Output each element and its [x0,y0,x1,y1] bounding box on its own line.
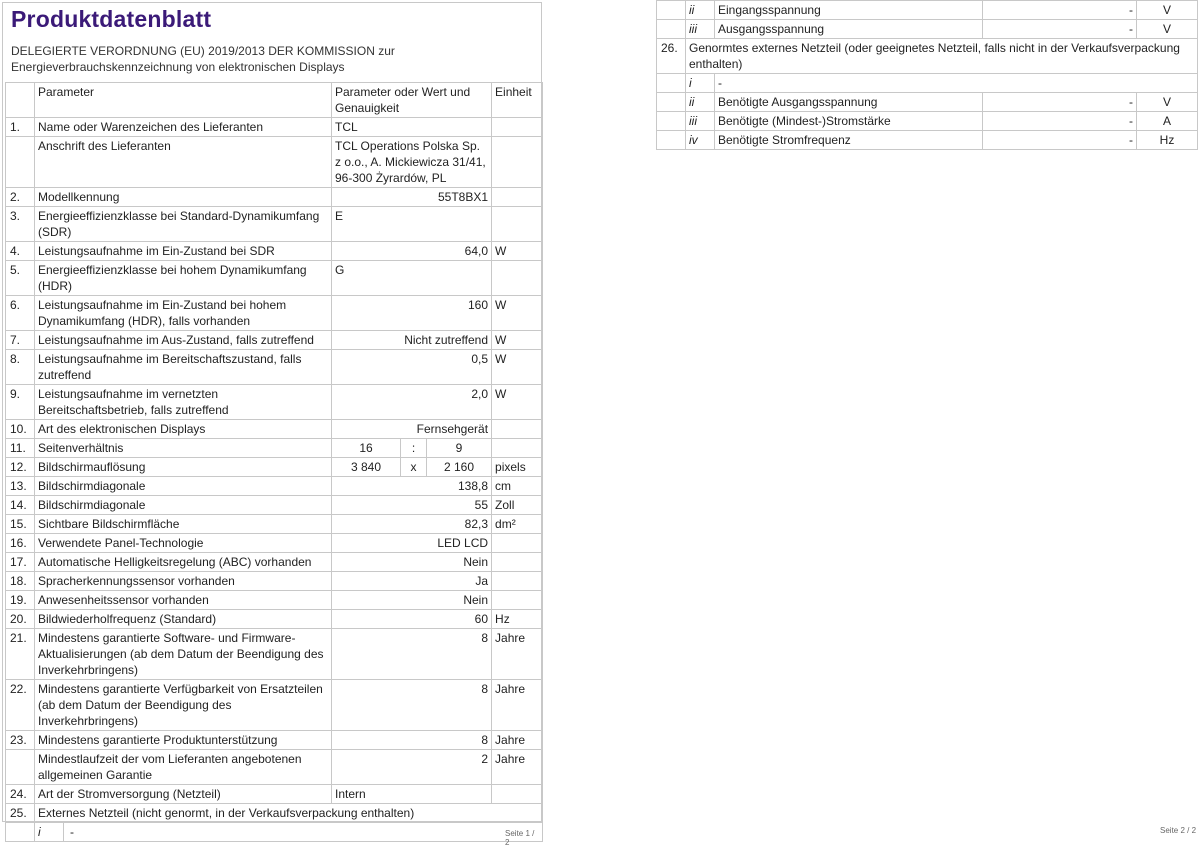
row-number: 11. [6,439,35,458]
row-value: 8 [332,629,492,680]
row-parameter: Mindestens garantierte Software- und Firmware-Aktualisierungen (ab dem Datum der Beendigung des Inverkehrbringens) [35,629,332,680]
row-number: 4. [6,242,35,261]
row-value: 8 [332,680,492,731]
row-unit: W [492,296,543,331]
table-row [6,731,543,750]
row-unit: W [492,331,543,350]
row-unit: V [1137,1,1198,20]
table-row [657,1,1198,20]
row-number: 7. [6,331,35,350]
sub-index: ii [686,93,715,112]
row-parameter: Benötigte Ausgangsspannung [715,93,983,112]
row-value: Intern [332,785,492,804]
row-value: 138,8 [332,477,492,496]
sub-index: i [35,823,64,841]
row-value: TCL Operations Polska Sp. z o.o., A. Mickiewicza 31/41, 96-300 Żyrardów, PL [332,137,492,188]
row-parameter: Name oder Warenzeichen des Lieferanten [35,118,332,137]
sub-index: iii [686,112,715,131]
row-value: Nein [332,553,492,572]
row-value: 55 [332,496,492,515]
table-row [6,750,543,785]
row-number: 9. [6,385,35,420]
row-parameter: Bildschirmauflösung [35,458,332,477]
table-row [6,385,543,420]
row-number: 20. [6,610,35,629]
row-unit [492,188,543,207]
row-value: E [332,207,492,242]
table-row [6,610,543,629]
row-unit: Zoll [492,496,543,515]
row-parameter: Art des elektronischen Displays [35,420,332,439]
table-row [6,242,543,261]
row-unit: A [1137,112,1198,131]
row-parameter: - [715,74,1198,93]
row-parameter: Mindestens garantierte Produktunterstützung [35,731,332,750]
row-value: 160 [332,296,492,331]
sub-index: iv [686,131,715,150]
row-value: Nicht zutreffend [332,331,492,350]
page-2-footer: Seite 2 / 2 [1160,826,1197,835]
table-row [6,804,543,823]
row-value-b: 9 [427,439,492,458]
row-number: 10. [6,420,35,439]
row-value-separator: x [401,458,427,477]
row-unit [492,420,543,439]
row-number: 6. [6,296,35,331]
row-unit: W [492,242,543,261]
row-parameter: Seitenverhältnis [35,439,332,458]
row-unit: Hz [492,610,543,629]
row-number: 3. [6,207,35,242]
row-unit: Jahre [492,680,543,731]
row-value-a: 3 840 [332,458,401,477]
row-value: 55T8BX1 [332,188,492,207]
table-row [657,112,1198,131]
row-unit [492,534,543,553]
row-value: 2,0 [332,385,492,420]
row-unit [492,261,543,296]
table-row [6,439,543,458]
row-unit: Jahre [492,750,543,785]
row-parameter: Verwendete Panel-Technologie [35,534,332,553]
table-row [6,261,543,296]
row-parameter: Leistungsaufnahme im Aus-Zustand, falls zutreffend [35,331,332,350]
row-parameter: Externes Netzteil (nicht genormt, in der Verkaufsverpackung enthalten) [35,804,543,823]
row-number: 19. [6,591,35,610]
row-parameter: Spracherkennungssensor vorhanden [35,572,332,591]
header-unit: Einheit [492,83,543,118]
row-parameter: Leistungsaufnahme im Bereitschaftszustand, falls zutreffend [35,350,332,385]
row-number: 18. [6,572,35,591]
table-row [6,785,543,804]
row-unit: pixels [492,458,543,477]
row-unit: cm [492,477,543,496]
header-parameter: Parameter [35,83,332,118]
header-value: Parameter oder Wert und Genauigkeit [332,83,492,118]
row-value: TCL [332,118,492,137]
table-row [6,118,543,137]
row-number: 26. [657,39,686,74]
row-unit: Jahre [492,731,543,750]
row-unit: V [1137,20,1198,39]
row-parameter: Mindestlaufzeit der vom Lieferanten angebotenen allgemeinen Garantie [35,750,332,785]
row-number: 12. [6,458,35,477]
table-row [6,188,543,207]
row-unit: Jahre [492,629,543,680]
datasheet-table [5,82,543,842]
row-number [6,750,35,785]
row-number: 2. [6,188,35,207]
row-number: 8. [6,350,35,385]
sub-value: - [70,825,74,839]
table-row [6,350,543,385]
row-parameter: Eingangsspannung [715,1,983,20]
table-row [6,477,543,496]
row-value-a: 16 [332,439,401,458]
table-row [657,20,1198,39]
row-value: LED LCD [332,534,492,553]
row-unit [492,118,543,137]
row-number: 23. [6,731,35,750]
row-parameter: Energieeffizienzklasse bei Standard-Dynamikumfang (SDR) [35,207,332,242]
table-row [6,534,543,553]
row-number: 22. [6,680,35,731]
row-parameter: Anwesenheitssensor vorhanden [35,591,332,610]
row-value: - [983,93,1137,112]
datasheet-table-continued [656,0,1198,150]
row-unit [492,137,543,188]
sub-index: i [686,74,715,93]
row-unit [492,553,543,572]
row-parameter: Genormtes externes Netzteil (oder geeignetes Netzteil, falls nicht in der Verkaufsverpackung enthalten) [686,39,1198,74]
regulation-subtitle: DELEGIERTE VERORDNUNG (EU) 2019/2013 DER KOMMISSION zur Energieverbrauchskennzeichnung von elektronischen Displays [11,44,395,74]
row-parameter: Bildschirmdiagonale [35,496,332,515]
row-number: 24. [6,785,35,804]
row-parameter: Benötigte (Mindest-)Stromstärke [715,112,983,131]
table-row [657,93,1198,112]
table-row [657,39,1198,74]
row-value: 2 [332,750,492,785]
row-parameter: Modellkennung [35,188,332,207]
row-number: 13. [6,477,35,496]
row-value: G [332,261,492,296]
row-unit [492,572,543,591]
row-value: - [983,131,1137,150]
row-value: - [983,20,1137,39]
table-row [6,629,543,680]
row-parameter: Automatische Helligkeitsregelung (ABC) vorhanden [35,553,332,572]
table-row [657,74,1198,93]
row-value: 8 [332,731,492,750]
table-row [6,823,543,842]
table-row [6,137,543,188]
row-number: 17. [6,553,35,572]
row-number: 21. [6,629,35,680]
row-number: 16. [6,534,35,553]
row-value: - [983,1,1137,20]
table-row [6,458,543,477]
row-parameter: Leistungsaufnahme im vernetzten Bereitschaftsbetrieb, falls zutreffend [35,385,332,420]
row-unit: Hz [1137,131,1198,150]
row-unit: V [1137,93,1198,112]
table-row [6,331,543,350]
page-1-footer: Seite 1 / 2 [505,829,535,847]
row-parameter: Sichtbare Bildschirmfläche [35,515,332,534]
sub-index: iii [686,20,715,39]
row-value: - [983,112,1137,131]
row-parameter: Anschrift des Lieferanten [35,137,332,188]
row-value: Fernsehgerät [332,420,492,439]
row-unit: W [492,350,543,385]
row-unit: dm² [492,515,543,534]
row-unit [492,591,543,610]
row-parameter: Bildwiederholfrequenz (Standard) [35,610,332,629]
row-value: 0,5 [332,350,492,385]
row-unit [492,785,543,804]
row-parameter: Energieeffizienzklasse bei hohem Dynamikumfang (HDR) [35,261,332,296]
row-value: 60 [332,610,492,629]
row-parameter: Bildschirmdiagonale [35,477,332,496]
row-number: 1. [6,118,35,137]
row-value-b: 2 160 [427,458,492,477]
table-row [6,553,543,572]
row-value: Ja [332,572,492,591]
page-1 [2,2,542,847]
table-row [6,420,543,439]
row-number: 14. [6,496,35,515]
row-value: 82,3 [332,515,492,534]
table-row [6,680,543,731]
table-row [6,496,543,515]
row-value: Nein [332,591,492,610]
row-unit [492,439,543,458]
table-header-row [6,83,543,118]
row-number: 5. [6,261,35,296]
table-row [657,131,1198,150]
table-row [6,515,543,534]
row-parameter: Art der Stromversorgung (Netzteil) [35,785,332,804]
table-row [6,207,543,242]
row-number: 15. [6,515,35,534]
sub-index: ii [686,1,715,20]
row-unit [492,207,543,242]
row-number: 25. [6,804,35,823]
row-number [6,137,35,188]
row-parameter: Leistungsaufnahme im Ein-Zustand bei hohem Dynamikumfang (HDR), falls vorhanden [35,296,332,331]
row-value: 64,0 [332,242,492,261]
page-title: Produktdatenblatt [11,6,212,32]
row-value-separator: : [401,439,427,458]
table-row [6,572,543,591]
row-parameter: Leistungsaufnahme im Ein-Zustand bei SDR [35,242,332,261]
row-parameter: Ausgangsspannung [715,20,983,39]
row-parameter: Mindestens garantierte Verfügbarkeit von Ersatzteilen (ab dem Datum der Beendigung des Inverkehrbringens) [35,680,332,731]
table-row [6,591,543,610]
row-parameter: Benötigte Stromfrequenz [715,131,983,150]
row-unit: W [492,385,543,420]
table-row [6,296,543,331]
